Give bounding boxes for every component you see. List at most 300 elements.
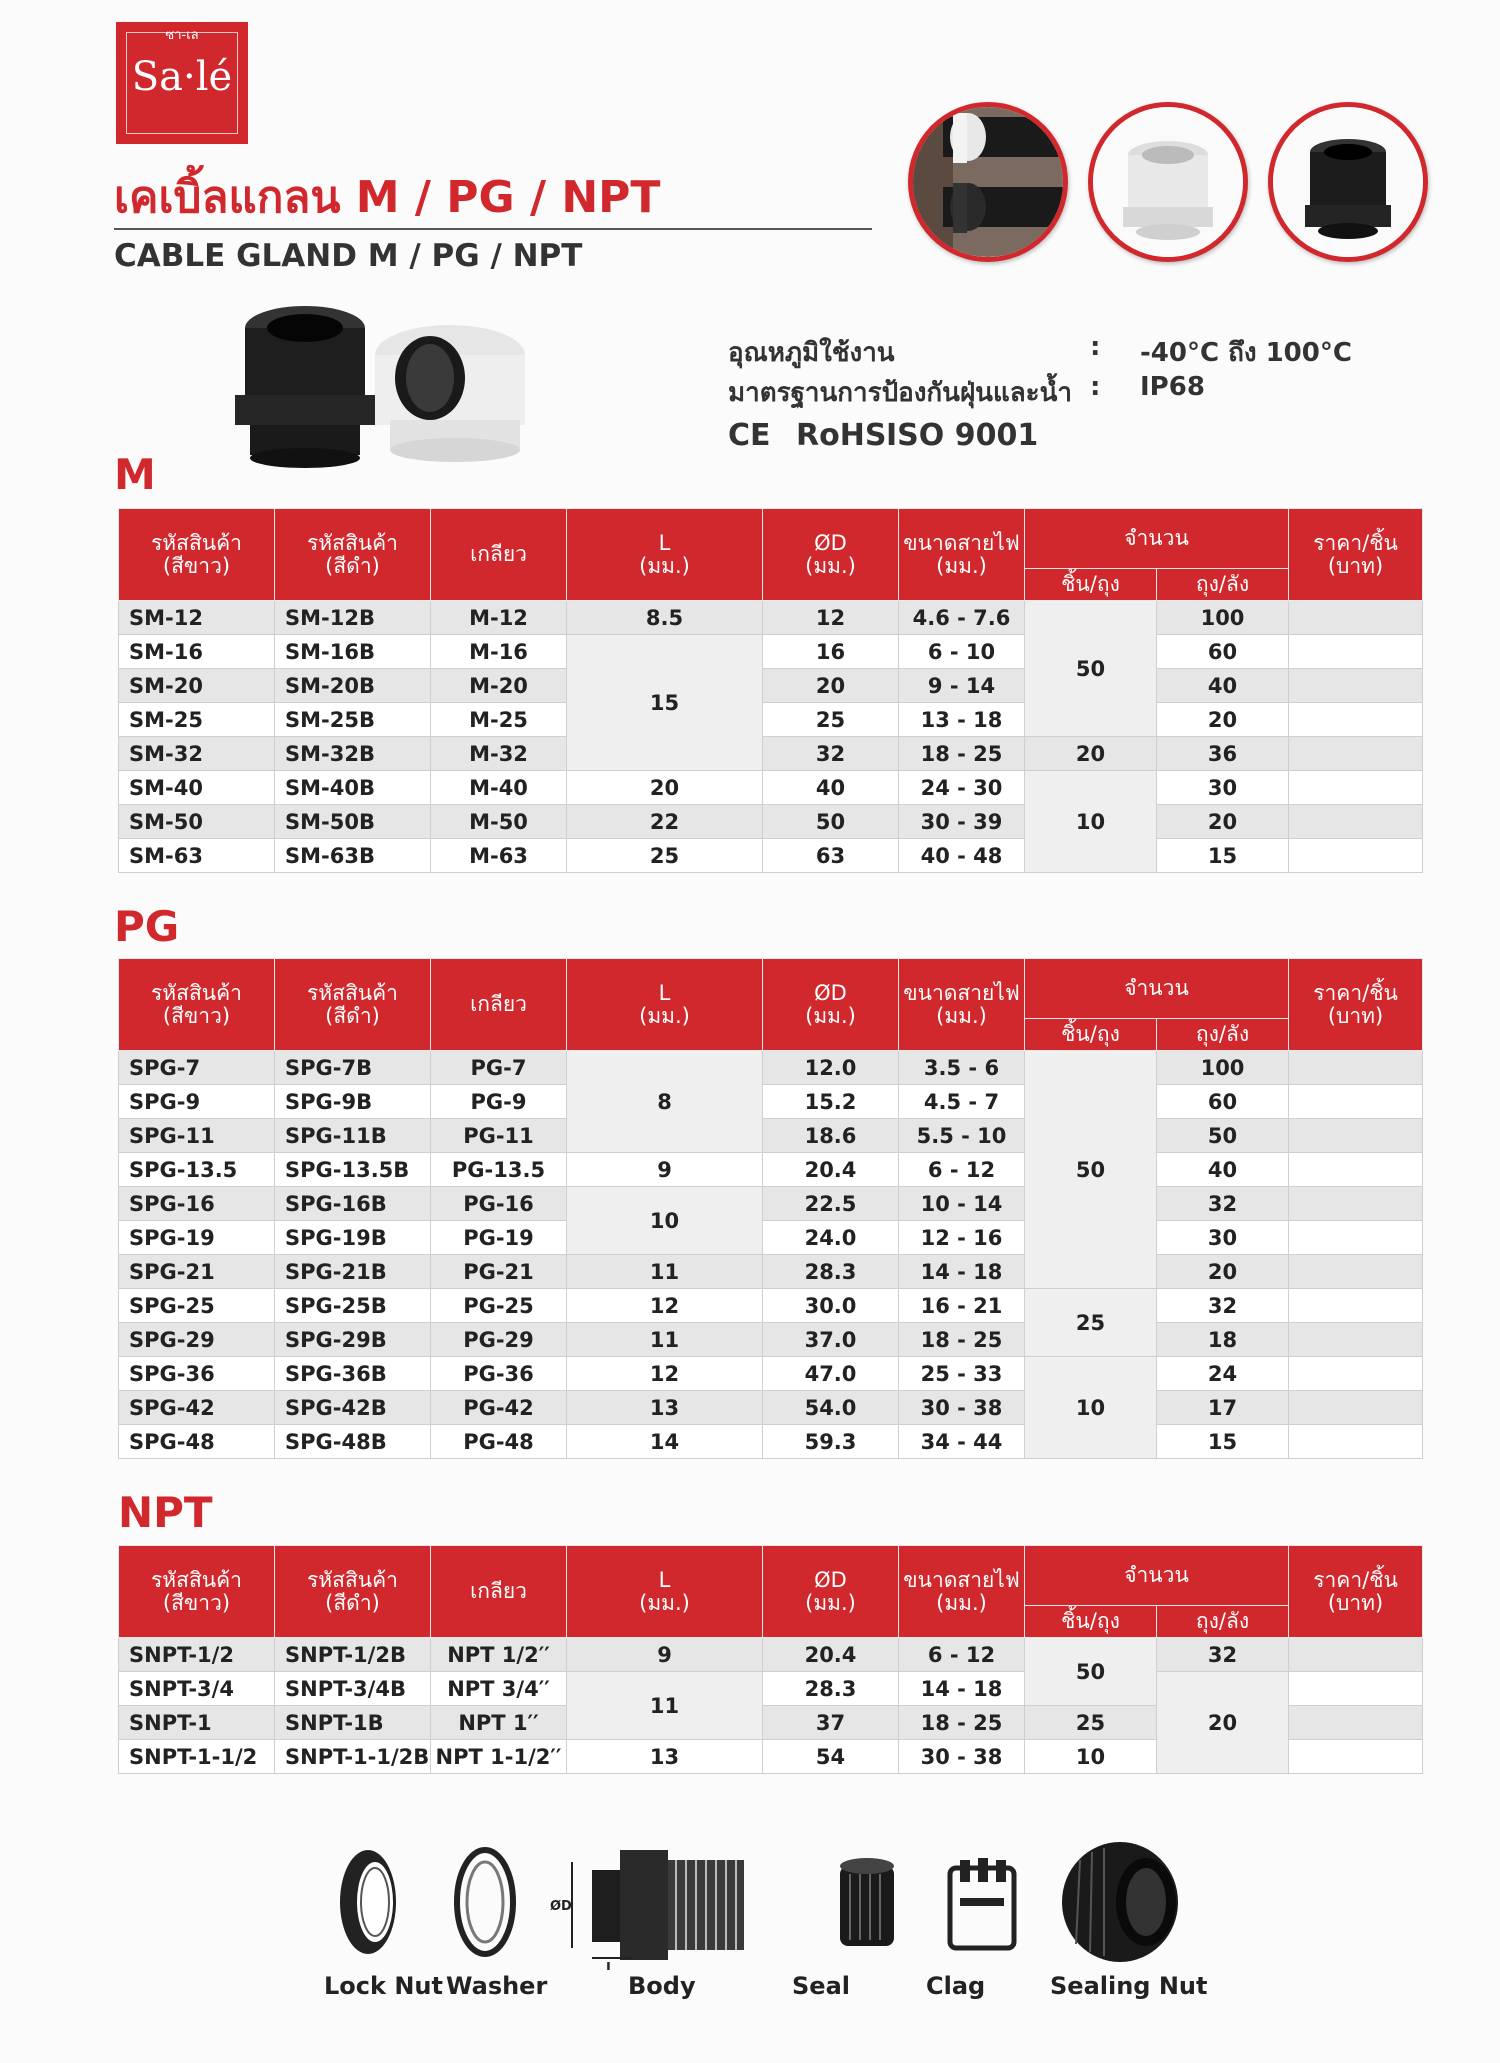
cell-per-box: 60 bbox=[1157, 635, 1289, 669]
header-price-line: ราคา/ชิ้น bbox=[1313, 530, 1398, 555]
cell-length: 9 bbox=[567, 1153, 763, 1187]
cell-price bbox=[1289, 1357, 1423, 1391]
cell-cable-size: 30 - 38 bbox=[899, 1740, 1025, 1774]
cell-code-black: SNPT-1/2B bbox=[275, 1638, 431, 1672]
cell-code-black: SM-32B bbox=[275, 737, 431, 771]
cell-thread: NPT 1-1/2′′ bbox=[431, 1740, 567, 1774]
header-cable-size bbox=[899, 959, 1025, 1051]
cell-cable-size: 4.5 - 7 bbox=[899, 1085, 1025, 1119]
cell-thread: M-50 bbox=[431, 805, 567, 839]
logo-thai-text: ซา-เล bbox=[165, 28, 199, 43]
header-cable-size-line: ขนาดสายไฟ bbox=[903, 980, 1020, 1005]
cell-thread: PG-42 bbox=[431, 1391, 567, 1425]
cell-code-black: SM-16B bbox=[275, 635, 431, 669]
part-label-seal: Seal bbox=[792, 1972, 850, 2000]
cell-code-black: SPG-36B bbox=[275, 1357, 431, 1391]
cell-code-white: SNPT-1-1/2 bbox=[119, 1740, 275, 1774]
cell-per-box: 32 bbox=[1157, 1289, 1289, 1323]
cell-price bbox=[1289, 805, 1423, 839]
cell-cable-size: 18 - 25 bbox=[899, 737, 1025, 771]
cell-thread: M-32 bbox=[431, 737, 567, 771]
header-quantity: จำนวน bbox=[1025, 1546, 1289, 1606]
cell-code-white: SNPT-3/4 bbox=[119, 1672, 275, 1706]
cell-code-white: SPG-16 bbox=[119, 1187, 275, 1221]
header-code-black-line: (สีดำ) bbox=[325, 1003, 380, 1028]
table-row bbox=[119, 703, 1423, 737]
spec-temp-label: อุณหภูมิใช้งาน bbox=[728, 338, 895, 368]
header-code-white bbox=[119, 959, 275, 1051]
header-cable-size-line: ขนาดสายไฟ bbox=[903, 530, 1020, 555]
cell-thread: PG-19 bbox=[431, 1221, 567, 1255]
header-code-black-line: รหัสสินค้า bbox=[307, 530, 398, 555]
cell-length: 10 bbox=[567, 1187, 763, 1255]
cell-cable-size: 30 - 38 bbox=[899, 1391, 1025, 1425]
cell-diameter: 12.0 bbox=[763, 1051, 899, 1085]
header-code-black bbox=[275, 959, 431, 1051]
cell-per-bag: 10 bbox=[1025, 1740, 1157, 1774]
cell-thread: PG-7 bbox=[431, 1051, 567, 1085]
cell-per-box: 40 bbox=[1157, 1153, 1289, 1187]
table-row bbox=[119, 1672, 1423, 1706]
cell-code-black: SPG-13.5B bbox=[275, 1153, 431, 1187]
header-price-line: (บาท) bbox=[1327, 1590, 1384, 1615]
table-row bbox=[119, 1153, 1423, 1187]
header-cable-size bbox=[899, 1546, 1025, 1638]
cell-diameter: 20.4 bbox=[763, 1153, 899, 1187]
header-price-line: ราคา/ชิ้น bbox=[1313, 980, 1398, 1005]
cell-diameter: 32 bbox=[763, 737, 899, 771]
cell-price bbox=[1289, 1323, 1423, 1357]
cell-code-white: SM-16 bbox=[119, 635, 275, 669]
cell-cable-size: 24 - 30 bbox=[899, 771, 1025, 805]
cell-cable-size: 34 - 44 bbox=[899, 1425, 1025, 1459]
cell-length: 8.5 bbox=[567, 601, 763, 635]
cell-length: 8 bbox=[567, 1051, 763, 1153]
header-diameter-line: (มม.) bbox=[805, 1590, 856, 1615]
cell-thread: PG-11 bbox=[431, 1119, 567, 1153]
cell-diameter: 28.3 bbox=[763, 1255, 899, 1289]
header-diameter bbox=[763, 1546, 899, 1638]
cell-diameter: 37.0 bbox=[763, 1323, 899, 1357]
cell-per-box: 20 bbox=[1157, 703, 1289, 737]
header-code-white bbox=[119, 1546, 275, 1638]
rohs-mark: RoHS bbox=[796, 418, 887, 453]
cell-diameter: 16 bbox=[763, 635, 899, 669]
table-row bbox=[119, 1119, 1423, 1153]
cell-cable-size: 6 - 12 bbox=[899, 1153, 1025, 1187]
cell-code-black: SPG-11B bbox=[275, 1119, 431, 1153]
header-length-line: L bbox=[658, 1567, 671, 1592]
cell-per-box: 18 bbox=[1157, 1323, 1289, 1357]
cell-code-white: SM-50 bbox=[119, 805, 275, 839]
cell-price bbox=[1289, 669, 1423, 703]
header-diameter-line: ØD bbox=[814, 530, 847, 555]
table-row bbox=[119, 1289, 1423, 1323]
cell-price bbox=[1289, 1221, 1423, 1255]
cell-code-white: SPG-21 bbox=[119, 1255, 275, 1289]
cell-cable-size: 9 - 14 bbox=[899, 669, 1025, 703]
cell-per-bag: 20 bbox=[1025, 737, 1157, 771]
photo-black-gland bbox=[1268, 102, 1428, 262]
cell-diameter: 25 bbox=[763, 703, 899, 737]
cell-code-black: SPG-7B bbox=[275, 1051, 431, 1085]
cell-thread: PG-21 bbox=[431, 1255, 567, 1289]
cell-thread: M-20 bbox=[431, 669, 567, 703]
cell-code-white: SM-40 bbox=[119, 771, 275, 805]
cell-cable-size: 40 - 48 bbox=[899, 839, 1025, 873]
cell-price bbox=[1289, 1255, 1423, 1289]
part-label-body: Body bbox=[628, 1972, 696, 2000]
cell-code-black: SPG-9B bbox=[275, 1085, 431, 1119]
header-diameter-line: ØD bbox=[814, 1567, 847, 1592]
part-label-lock-nut: Lock Nut bbox=[324, 1972, 443, 2000]
cell-price bbox=[1289, 771, 1423, 805]
cell-per-bag: 50 bbox=[1025, 1051, 1157, 1289]
cell-per-box: 30 bbox=[1157, 1221, 1289, 1255]
cell-diameter: 30.0 bbox=[763, 1289, 899, 1323]
cell-per-box: 24 bbox=[1157, 1357, 1289, 1391]
cell-diameter: 59.3 bbox=[763, 1425, 899, 1459]
header-length-line: L bbox=[658, 530, 671, 555]
cell-length: 11 bbox=[567, 1323, 763, 1357]
cell-cable-size: 12 - 16 bbox=[899, 1221, 1025, 1255]
cell-length: 14 bbox=[567, 1425, 763, 1459]
header-cable-size-line: (มม.) bbox=[936, 1590, 987, 1615]
header-quantity: จำนวน bbox=[1025, 509, 1289, 569]
spec-temp-sep: : bbox=[1090, 332, 1101, 362]
cell-price bbox=[1289, 1391, 1423, 1425]
cell-cable-size: 4.6 - 7.6 bbox=[899, 601, 1025, 635]
cell-code-white: SPG-7 bbox=[119, 1051, 275, 1085]
header-cable-size-line: (มม.) bbox=[936, 1003, 987, 1028]
cell-price bbox=[1289, 1425, 1423, 1459]
section-label-pg: PG bbox=[114, 902, 180, 951]
cell-price bbox=[1289, 1672, 1423, 1706]
cell-code-white: SPG-9 bbox=[119, 1085, 275, 1119]
cell-length: 11 bbox=[567, 1672, 763, 1740]
cell-code-black: SM-50B bbox=[275, 805, 431, 839]
table-row bbox=[119, 1638, 1423, 1672]
header-code-black-line: (สีดำ) bbox=[325, 1590, 380, 1615]
cell-price bbox=[1289, 1638, 1423, 1672]
cell-per-bag: 50 bbox=[1025, 1638, 1157, 1706]
cell-code-white: SPG-25 bbox=[119, 1289, 275, 1323]
spec-ip-label: มาตรฐานการป้องกันฝุ่นและน้ำ bbox=[728, 378, 1072, 408]
cell-cable-size: 18 - 25 bbox=[899, 1706, 1025, 1740]
page-title-english: CABLE GLAND M / PG / NPT bbox=[114, 238, 583, 274]
table-row bbox=[119, 1051, 1423, 1085]
header-price-line: (บาท) bbox=[1327, 553, 1384, 578]
cell-diameter: 18.6 bbox=[763, 1119, 899, 1153]
cell-price bbox=[1289, 1740, 1423, 1774]
cell-code-white: SPG-19 bbox=[119, 1221, 275, 1255]
cell-length: 12 bbox=[567, 1357, 763, 1391]
npt-table bbox=[118, 1545, 1423, 1774]
cell-code-black: SPG-19B bbox=[275, 1221, 431, 1255]
header-thread: เกลียว bbox=[431, 509, 567, 601]
cell-code-black: SM-63B bbox=[275, 839, 431, 873]
cell-code-white: SM-32 bbox=[119, 737, 275, 771]
header-price bbox=[1289, 1546, 1423, 1638]
cell-code-white: SNPT-1/2 bbox=[119, 1638, 275, 1672]
cell-code-black: SM-25B bbox=[275, 703, 431, 737]
cell-code-black: SM-20B bbox=[275, 669, 431, 703]
cell-diameter: 20 bbox=[763, 669, 899, 703]
cell-code-black: SPG-25B bbox=[275, 1289, 431, 1323]
cell-thread: PG-29 bbox=[431, 1323, 567, 1357]
table-row bbox=[119, 771, 1423, 805]
header-code-white-line: (สีขาว) bbox=[162, 553, 231, 578]
cell-diameter: 54 bbox=[763, 1740, 899, 1774]
cell-code-white: SM-63 bbox=[119, 839, 275, 873]
cell-thread: PG-9 bbox=[431, 1085, 567, 1119]
iso-mark: ISO 9001 bbox=[886, 418, 1039, 453]
cell-code-black: SPG-48B bbox=[275, 1425, 431, 1459]
header-per-box: ถุง/ลัง bbox=[1157, 1019, 1289, 1051]
cell-diameter: 47.0 bbox=[763, 1357, 899, 1391]
cell-price bbox=[1289, 737, 1423, 771]
header-price bbox=[1289, 509, 1423, 601]
cell-code-white: SM-25 bbox=[119, 703, 275, 737]
cell-per-box: 15 bbox=[1157, 839, 1289, 873]
hero-gland-image bbox=[220, 300, 600, 480]
cell-code-white: SPG-48 bbox=[119, 1425, 275, 1459]
part-label-sealing-nut: Sealing Nut bbox=[1050, 1972, 1208, 2000]
header-code-white-line: (สีขาว) bbox=[162, 1590, 231, 1615]
cell-per-box: 20 bbox=[1157, 1672, 1289, 1774]
part-label-clag: Clag bbox=[926, 1972, 986, 2000]
header-length-line: (มม.) bbox=[639, 553, 690, 578]
cell-cable-size: 25 - 33 bbox=[899, 1357, 1025, 1391]
header-diameter bbox=[763, 509, 899, 601]
brand-logo bbox=[116, 22, 248, 144]
header-per-bag: ชิ้น/ถุง bbox=[1025, 1019, 1157, 1051]
cell-per-box: 50 bbox=[1157, 1119, 1289, 1153]
header-code-black-line: รหัสสินค้า bbox=[307, 980, 398, 1005]
cell-per-bag: 25 bbox=[1025, 1706, 1157, 1740]
cell-code-white: SPG-13.5 bbox=[119, 1153, 275, 1187]
table-row bbox=[119, 1221, 1423, 1255]
cell-code-black: SPG-29B bbox=[275, 1323, 431, 1357]
cell-code-black: SM-40B bbox=[275, 771, 431, 805]
table-row bbox=[119, 1323, 1423, 1357]
header-code-white-line: (สีขาว) bbox=[162, 1003, 231, 1028]
header-diameter-line: (มม.) bbox=[805, 553, 856, 578]
section-label-npt: NPT bbox=[118, 1488, 213, 1537]
header-per-box: ถุง/ลัง bbox=[1157, 569, 1289, 601]
table-row bbox=[119, 635, 1423, 669]
cell-thread: NPT 1′′ bbox=[431, 1706, 567, 1740]
cell-cable-size: 16 - 21 bbox=[899, 1289, 1025, 1323]
cell-code-white: SPG-42 bbox=[119, 1391, 275, 1425]
cell-thread: PG-25 bbox=[431, 1289, 567, 1323]
cell-diameter: 20.4 bbox=[763, 1638, 899, 1672]
cell-per-bag: 25 bbox=[1025, 1289, 1157, 1357]
header-code-white-line: รหัสสินค้า bbox=[151, 530, 242, 555]
cell-per-box: 20 bbox=[1157, 805, 1289, 839]
cell-per-bag: 10 bbox=[1025, 771, 1157, 873]
cell-diameter: 54.0 bbox=[763, 1391, 899, 1425]
header-diameter-line: (มม.) bbox=[805, 1003, 856, 1028]
cell-code-white: SM-12 bbox=[119, 601, 275, 635]
header-length-line: (มม.) bbox=[639, 1003, 690, 1028]
cell-code-black: SPG-42B bbox=[275, 1391, 431, 1425]
cell-cable-size: 5.5 - 10 bbox=[899, 1119, 1025, 1153]
cell-length: 25 bbox=[567, 839, 763, 873]
cell-code-white: SPG-36 bbox=[119, 1357, 275, 1391]
cell-length: 20 bbox=[567, 771, 763, 805]
cell-cable-size: 14 - 18 bbox=[899, 1255, 1025, 1289]
cell-per-box: 40 bbox=[1157, 669, 1289, 703]
table-row bbox=[119, 1357, 1423, 1391]
cell-thread: NPT 3/4′′ bbox=[431, 1672, 567, 1706]
cell-code-black: SM-12B bbox=[275, 601, 431, 635]
cell-price bbox=[1289, 1085, 1423, 1119]
photo-installed-glands bbox=[908, 102, 1068, 262]
cell-per-box: 20 bbox=[1157, 1255, 1289, 1289]
header-per-bag: ชิ้น/ถุง bbox=[1025, 569, 1157, 601]
photo-white-gland bbox=[1088, 102, 1248, 262]
cell-thread: PG-13.5 bbox=[431, 1153, 567, 1187]
title-divider bbox=[114, 228, 872, 230]
header-cable-size-line: (มม.) bbox=[936, 553, 987, 578]
cell-length: 15 bbox=[567, 635, 763, 771]
table-row bbox=[119, 839, 1423, 873]
header-length bbox=[567, 1546, 763, 1638]
cell-price bbox=[1289, 1187, 1423, 1221]
body-dim-l: L bbox=[606, 1961, 615, 1970]
cell-cable-size: 6 - 10 bbox=[899, 635, 1025, 669]
cell-per-box: 100 bbox=[1157, 601, 1289, 635]
cell-cable-size: 30 - 39 bbox=[899, 805, 1025, 839]
header-code-black bbox=[275, 1546, 431, 1638]
page-title-thai: เคเบิ้ลแกลน M / PG / NPT bbox=[114, 172, 661, 223]
section-label-m: M bbox=[114, 450, 156, 499]
cell-diameter: 24.0 bbox=[763, 1221, 899, 1255]
table-row bbox=[119, 1391, 1423, 1425]
cell-cable-size: 3.5 - 6 bbox=[899, 1051, 1025, 1085]
cell-thread: PG-36 bbox=[431, 1357, 567, 1391]
cell-diameter: 22.5 bbox=[763, 1187, 899, 1221]
cell-per-box: 15 bbox=[1157, 1425, 1289, 1459]
table-row bbox=[119, 601, 1423, 635]
header-thread: เกลียว bbox=[431, 959, 567, 1051]
cell-length: 22 bbox=[567, 805, 763, 839]
cell-diameter: 12 bbox=[763, 601, 899, 635]
cell-price bbox=[1289, 839, 1423, 873]
cell-thread: PG-48 bbox=[431, 1425, 567, 1459]
pg-table bbox=[118, 958, 1423, 1459]
header-price bbox=[1289, 959, 1423, 1051]
header-code-black-line: รหัสสินค้า bbox=[307, 1567, 398, 1592]
table-row bbox=[119, 737, 1423, 771]
header-per-box: ถุง/ลัง bbox=[1157, 1606, 1289, 1638]
header-quantity: จำนวน bbox=[1025, 959, 1289, 1019]
cell-thread: M-25 bbox=[431, 703, 567, 737]
cell-price bbox=[1289, 1706, 1423, 1740]
cell-cable-size: 13 - 18 bbox=[899, 703, 1025, 737]
header-per-bag: ชิ้น/ถุง bbox=[1025, 1606, 1157, 1638]
cell-cable-size: 6 - 12 bbox=[899, 1638, 1025, 1672]
cell-diameter: 63 bbox=[763, 839, 899, 873]
cell-price bbox=[1289, 1119, 1423, 1153]
ce-mark: CE bbox=[728, 418, 771, 453]
table-row bbox=[119, 1085, 1423, 1119]
cell-price bbox=[1289, 601, 1423, 635]
cell-diameter: 15.2 bbox=[763, 1085, 899, 1119]
header-length bbox=[567, 959, 763, 1051]
cell-per-box: 32 bbox=[1157, 1187, 1289, 1221]
header-code-black bbox=[275, 509, 431, 601]
m-table bbox=[118, 508, 1423, 873]
cell-cable-size: 14 - 18 bbox=[899, 1672, 1025, 1706]
cell-code-white: SM-20 bbox=[119, 669, 275, 703]
header-diameter bbox=[763, 959, 899, 1051]
cell-per-bag: 50 bbox=[1025, 601, 1157, 737]
cell-thread: M-40 bbox=[431, 771, 567, 805]
header-length-line: (มม.) bbox=[639, 1590, 690, 1615]
cell-code-white: SPG-11 bbox=[119, 1119, 275, 1153]
part-label-washer: Washer bbox=[446, 1972, 548, 2000]
header-length bbox=[567, 509, 763, 601]
cell-cable-size: 18 - 25 bbox=[899, 1323, 1025, 1357]
cell-thread: NPT 1/2′′ bbox=[431, 1638, 567, 1672]
cell-length: 13 bbox=[567, 1740, 763, 1774]
header-price-line: ราคา/ชิ้น bbox=[1313, 1567, 1398, 1592]
cell-per-bag: 10 bbox=[1025, 1357, 1157, 1459]
cell-price bbox=[1289, 1289, 1423, 1323]
cell-length: 12 bbox=[567, 1289, 763, 1323]
spec-ip-value: IP68 bbox=[1140, 372, 1205, 402]
cell-price bbox=[1289, 635, 1423, 669]
cell-thread: M-16 bbox=[431, 635, 567, 669]
cell-length: 13 bbox=[567, 1391, 763, 1425]
cell-price bbox=[1289, 1051, 1423, 1085]
cell-code-black: SNPT-3/4B bbox=[275, 1672, 431, 1706]
cell-code-white: SNPT-1 bbox=[119, 1706, 275, 1740]
spec-ip-sep: : bbox=[1090, 372, 1101, 402]
cell-cable-size: 10 - 14 bbox=[899, 1187, 1025, 1221]
cell-thread: PG-16 bbox=[431, 1187, 567, 1221]
header-cable-size-line: ขนาดสายไฟ bbox=[903, 1567, 1020, 1592]
cell-per-box: 17 bbox=[1157, 1391, 1289, 1425]
header-cable-size bbox=[899, 509, 1025, 601]
header-code-black-line: (สีดำ) bbox=[325, 553, 380, 578]
header-thread: เกลียว bbox=[431, 1546, 567, 1638]
cell-thread: M-12 bbox=[431, 601, 567, 635]
table-row bbox=[119, 669, 1423, 703]
cell-code-white: SPG-29 bbox=[119, 1323, 275, 1357]
cell-code-black: SPG-16B bbox=[275, 1187, 431, 1221]
logo-brand-text: Sa·lé bbox=[131, 54, 233, 100]
cell-length: 11 bbox=[567, 1255, 763, 1289]
header-code-white-line: รหัสสินค้า bbox=[151, 1567, 242, 1592]
cell-code-black: SNPT-1B bbox=[275, 1706, 431, 1740]
cell-diameter: 50 bbox=[763, 805, 899, 839]
header-length-line: L bbox=[658, 980, 671, 1005]
cell-price bbox=[1289, 1153, 1423, 1187]
cell-per-box: 30 bbox=[1157, 771, 1289, 805]
body-dim-d: ØD bbox=[550, 1899, 572, 1914]
cell-per-box: 32 bbox=[1157, 1638, 1289, 1672]
table-row bbox=[119, 805, 1423, 839]
cell-per-box: 100 bbox=[1157, 1051, 1289, 1085]
header-code-white bbox=[119, 509, 275, 601]
cell-thread: M-63 bbox=[431, 839, 567, 873]
cell-length: 9 bbox=[567, 1638, 763, 1672]
table-row bbox=[119, 1255, 1423, 1289]
cell-price bbox=[1289, 703, 1423, 737]
